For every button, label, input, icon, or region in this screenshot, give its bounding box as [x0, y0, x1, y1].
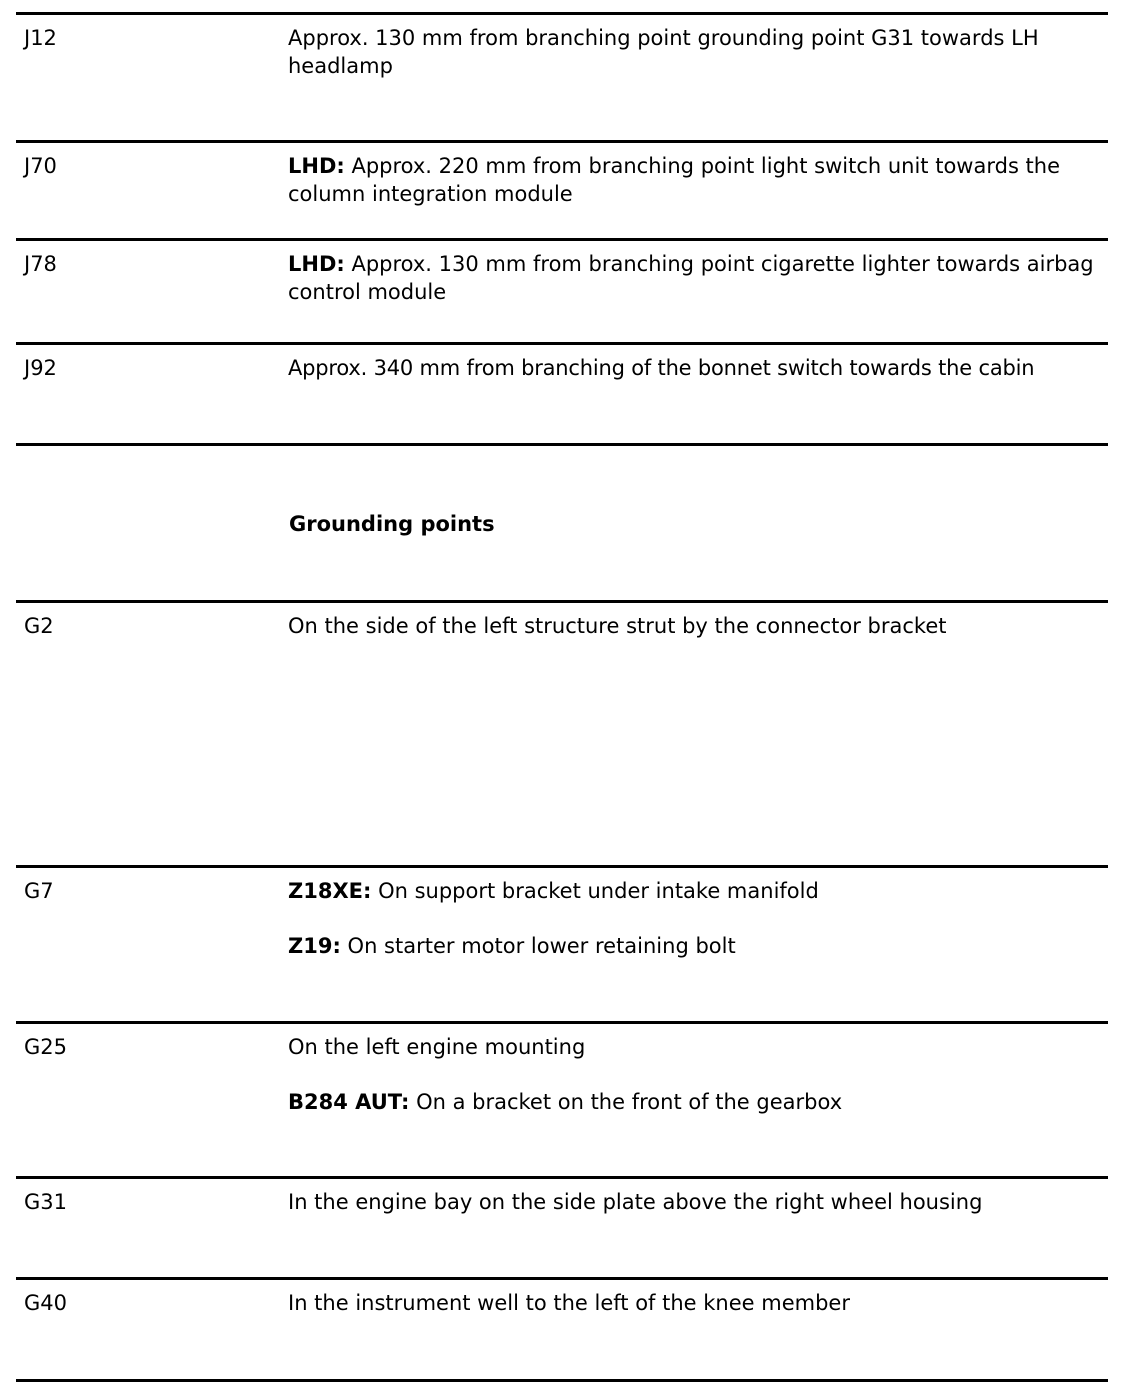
description-line [288, 1289, 1103, 1317]
location-description [288, 1289, 1103, 1317]
section-heading: Grounding points [289, 512, 495, 536]
table-divider [16, 1379, 1108, 1382]
component-code: J78 [24, 252, 57, 276]
component-code: G25 [24, 1035, 67, 1059]
variant-label: B284 AUT: [288, 1090, 410, 1114]
component-code: J12 [24, 26, 57, 50]
description-text: Approx. 130 mm from branching point cigarette lighter towards airbag control module [288, 252, 1094, 304]
description-line [288, 877, 1103, 905]
description-line [288, 24, 1103, 80]
table-divider [16, 12, 1108, 15]
location-description [288, 152, 1103, 208]
component-code: J92 [24, 356, 57, 380]
description-line [288, 1188, 1103, 1216]
variant-label: Z19: [288, 934, 341, 958]
description-line [288, 612, 1103, 640]
description-line [288, 1088, 1103, 1116]
component-code: G7 [24, 879, 54, 903]
description-line [288, 250, 1103, 306]
table-divider [16, 342, 1108, 345]
description-text: Approx. 130 mm from branching point grounding point G31 towards LH headlamp [288, 26, 1039, 78]
component-code: G40 [24, 1291, 67, 1315]
table-divider [16, 140, 1108, 143]
table-divider [16, 1021, 1108, 1024]
description-text: On starter motor lower retaining bolt [340, 934, 736, 958]
location-description [288, 24, 1103, 80]
description-text: In the engine bay on the side plate above the right wheel housing [288, 1190, 983, 1214]
location-description [288, 1033, 1103, 1116]
table-divider [16, 443, 1108, 446]
table-divider [16, 1176, 1108, 1179]
component-code: G2 [24, 614, 54, 638]
location-description [288, 354, 1103, 382]
description-text: Approx. 220 mm from branching point light switch unit towards the column integration module [288, 154, 1061, 206]
variant-label: LHD: [288, 154, 345, 178]
description-line [288, 1033, 1103, 1061]
variant-label: Z18XE: [288, 879, 372, 903]
location-description [288, 1188, 1103, 1216]
description-text: In the instrument well to the left of the knee member [288, 1291, 850, 1315]
location-description [288, 877, 1103, 960]
description-line [288, 354, 1103, 382]
description-text: On support bracket under intake manifold [371, 879, 819, 903]
description-text: On a bracket on the front of the gearbox [409, 1090, 843, 1114]
description-text: On the left engine mounting [288, 1035, 586, 1059]
location-description [288, 612, 1103, 640]
location-description [288, 250, 1103, 306]
table-divider [16, 865, 1108, 868]
variant-label: LHD: [288, 252, 345, 276]
table-divider [16, 1277, 1108, 1280]
description-text: On the side of the left structure strut by the connector bracket [288, 614, 947, 638]
component-code: G31 [24, 1190, 67, 1214]
description-line [288, 152, 1103, 208]
table-divider [16, 238, 1108, 241]
table-divider [16, 600, 1108, 603]
component-code: J70 [24, 154, 57, 178]
description-line [288, 932, 1103, 960]
description-text: Approx. 340 mm from branching of the bonnet switch towards the cabin [288, 356, 1035, 380]
